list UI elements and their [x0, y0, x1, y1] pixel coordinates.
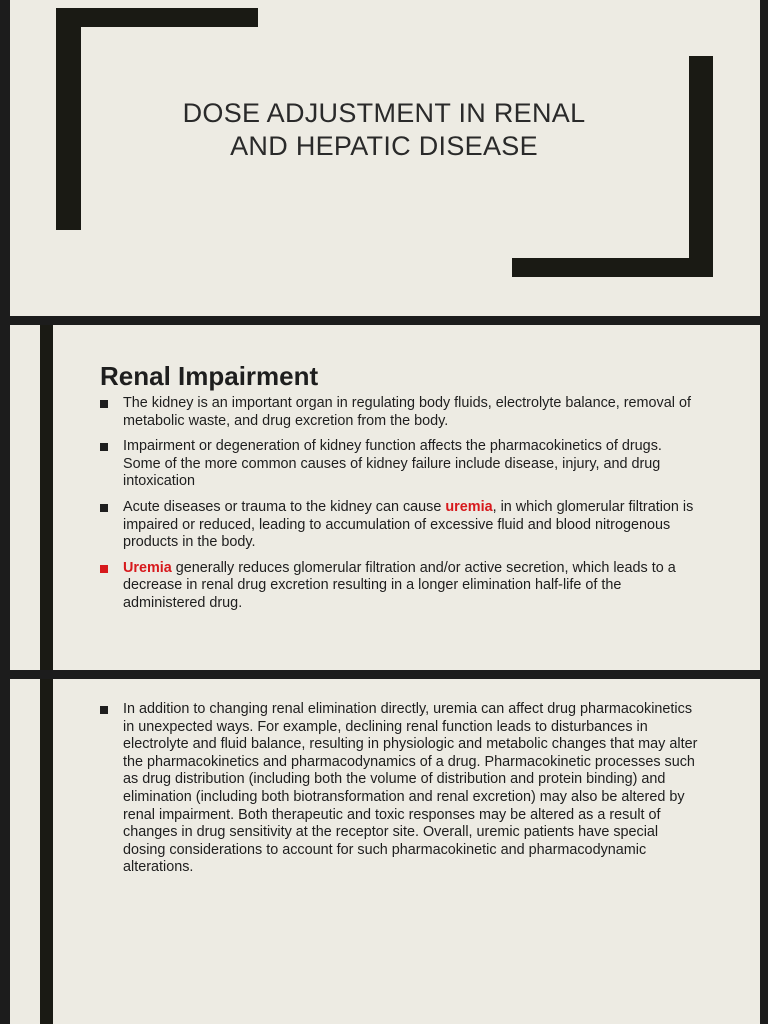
square-bullet-icon — [100, 443, 108, 451]
square-bullet-icon — [100, 706, 108, 714]
renal-impairment-slide — [10, 325, 760, 670]
bullet-list — [100, 395, 700, 621]
frame-bottom-right-horizontal — [512, 258, 713, 277]
bullet-text-before: Acute diseases or trauma to the kidney can cause — [123, 498, 446, 515]
bullet-item — [100, 499, 700, 552]
highlighted-term: uremia — [445, 498, 493, 515]
bullet-list — [100, 701, 700, 885]
presentation-title: DOSE ADJUSTMENT IN RENAL AND HEPATIC DISEASE — [182, 98, 586, 161]
square-bullet-icon — [100, 565, 108, 573]
bullet-text: The kidney is an important organ in regulating body fluids, electrolyte balance, removal of metabolic waste, and drug excretion from the body. — [123, 395, 691, 429]
slide-heading: Renal Impairment — [100, 361, 319, 391]
bullet-item — [100, 560, 700, 613]
square-bullet-icon — [100, 400, 108, 408]
title-slide — [10, 0, 760, 316]
frame-top-left-vertical — [56, 8, 81, 230]
frame-bottom-right-vertical — [689, 56, 713, 277]
bullet-item — [100, 438, 700, 491]
highlighted-term: Uremia — [123, 559, 172, 576]
bullet-text: Impairment or degeneration of kidney function affects the pharmacokinetics of drugs. Some of the more common causes of kidney failure include disease, injury, and drug intoxication — [123, 438, 662, 490]
bullet-item — [100, 701, 700, 877]
slide-accent-bar — [40, 679, 53, 1024]
frame-top-left-horizontal — [56, 8, 258, 27]
bullet-text: In addition to changing renal elimination directly, uremia can affect drug pharmacokinetics in unexpected ways. For example, declining renal function leads to disturbances in electrolyte and fluid balance, resulting in physiologic and metabolic changes that may alter the pharmacokinetics and pharmacodynamics of a drug. Pharmacokinetic processes such as drug distribution (including both the volume of distribution and protein binding) and elimination (including both biotransformation and renal excretion) may also be altered by renal impairment. Both therapeutic and toxic responses may be altered as a result of changes in drug sensitivity at the receptor site. Overall, uremic patients have special dosing considerations to account for such pharmacokinetic and pharmacodynamic alterations. — [123, 701, 698, 876]
bullet-item — [100, 395, 700, 430]
bullet-text-after: , in which glomerular filtration is impaired or reduced, leading to accumulation of excessive fluid and blood nitrogenous products in the body. — [123, 498, 694, 551]
square-bullet-icon — [100, 504, 108, 512]
bullet-text-after: generally reduces glomerular filtration and/or active secretion, which leads to a decrease in renal drug excretion resulting in a longer elimination half-life of the administered drug. — [123, 559, 676, 611]
uremia-effects-slide — [10, 679, 760, 1024]
slide-accent-bar — [40, 325, 53, 670]
